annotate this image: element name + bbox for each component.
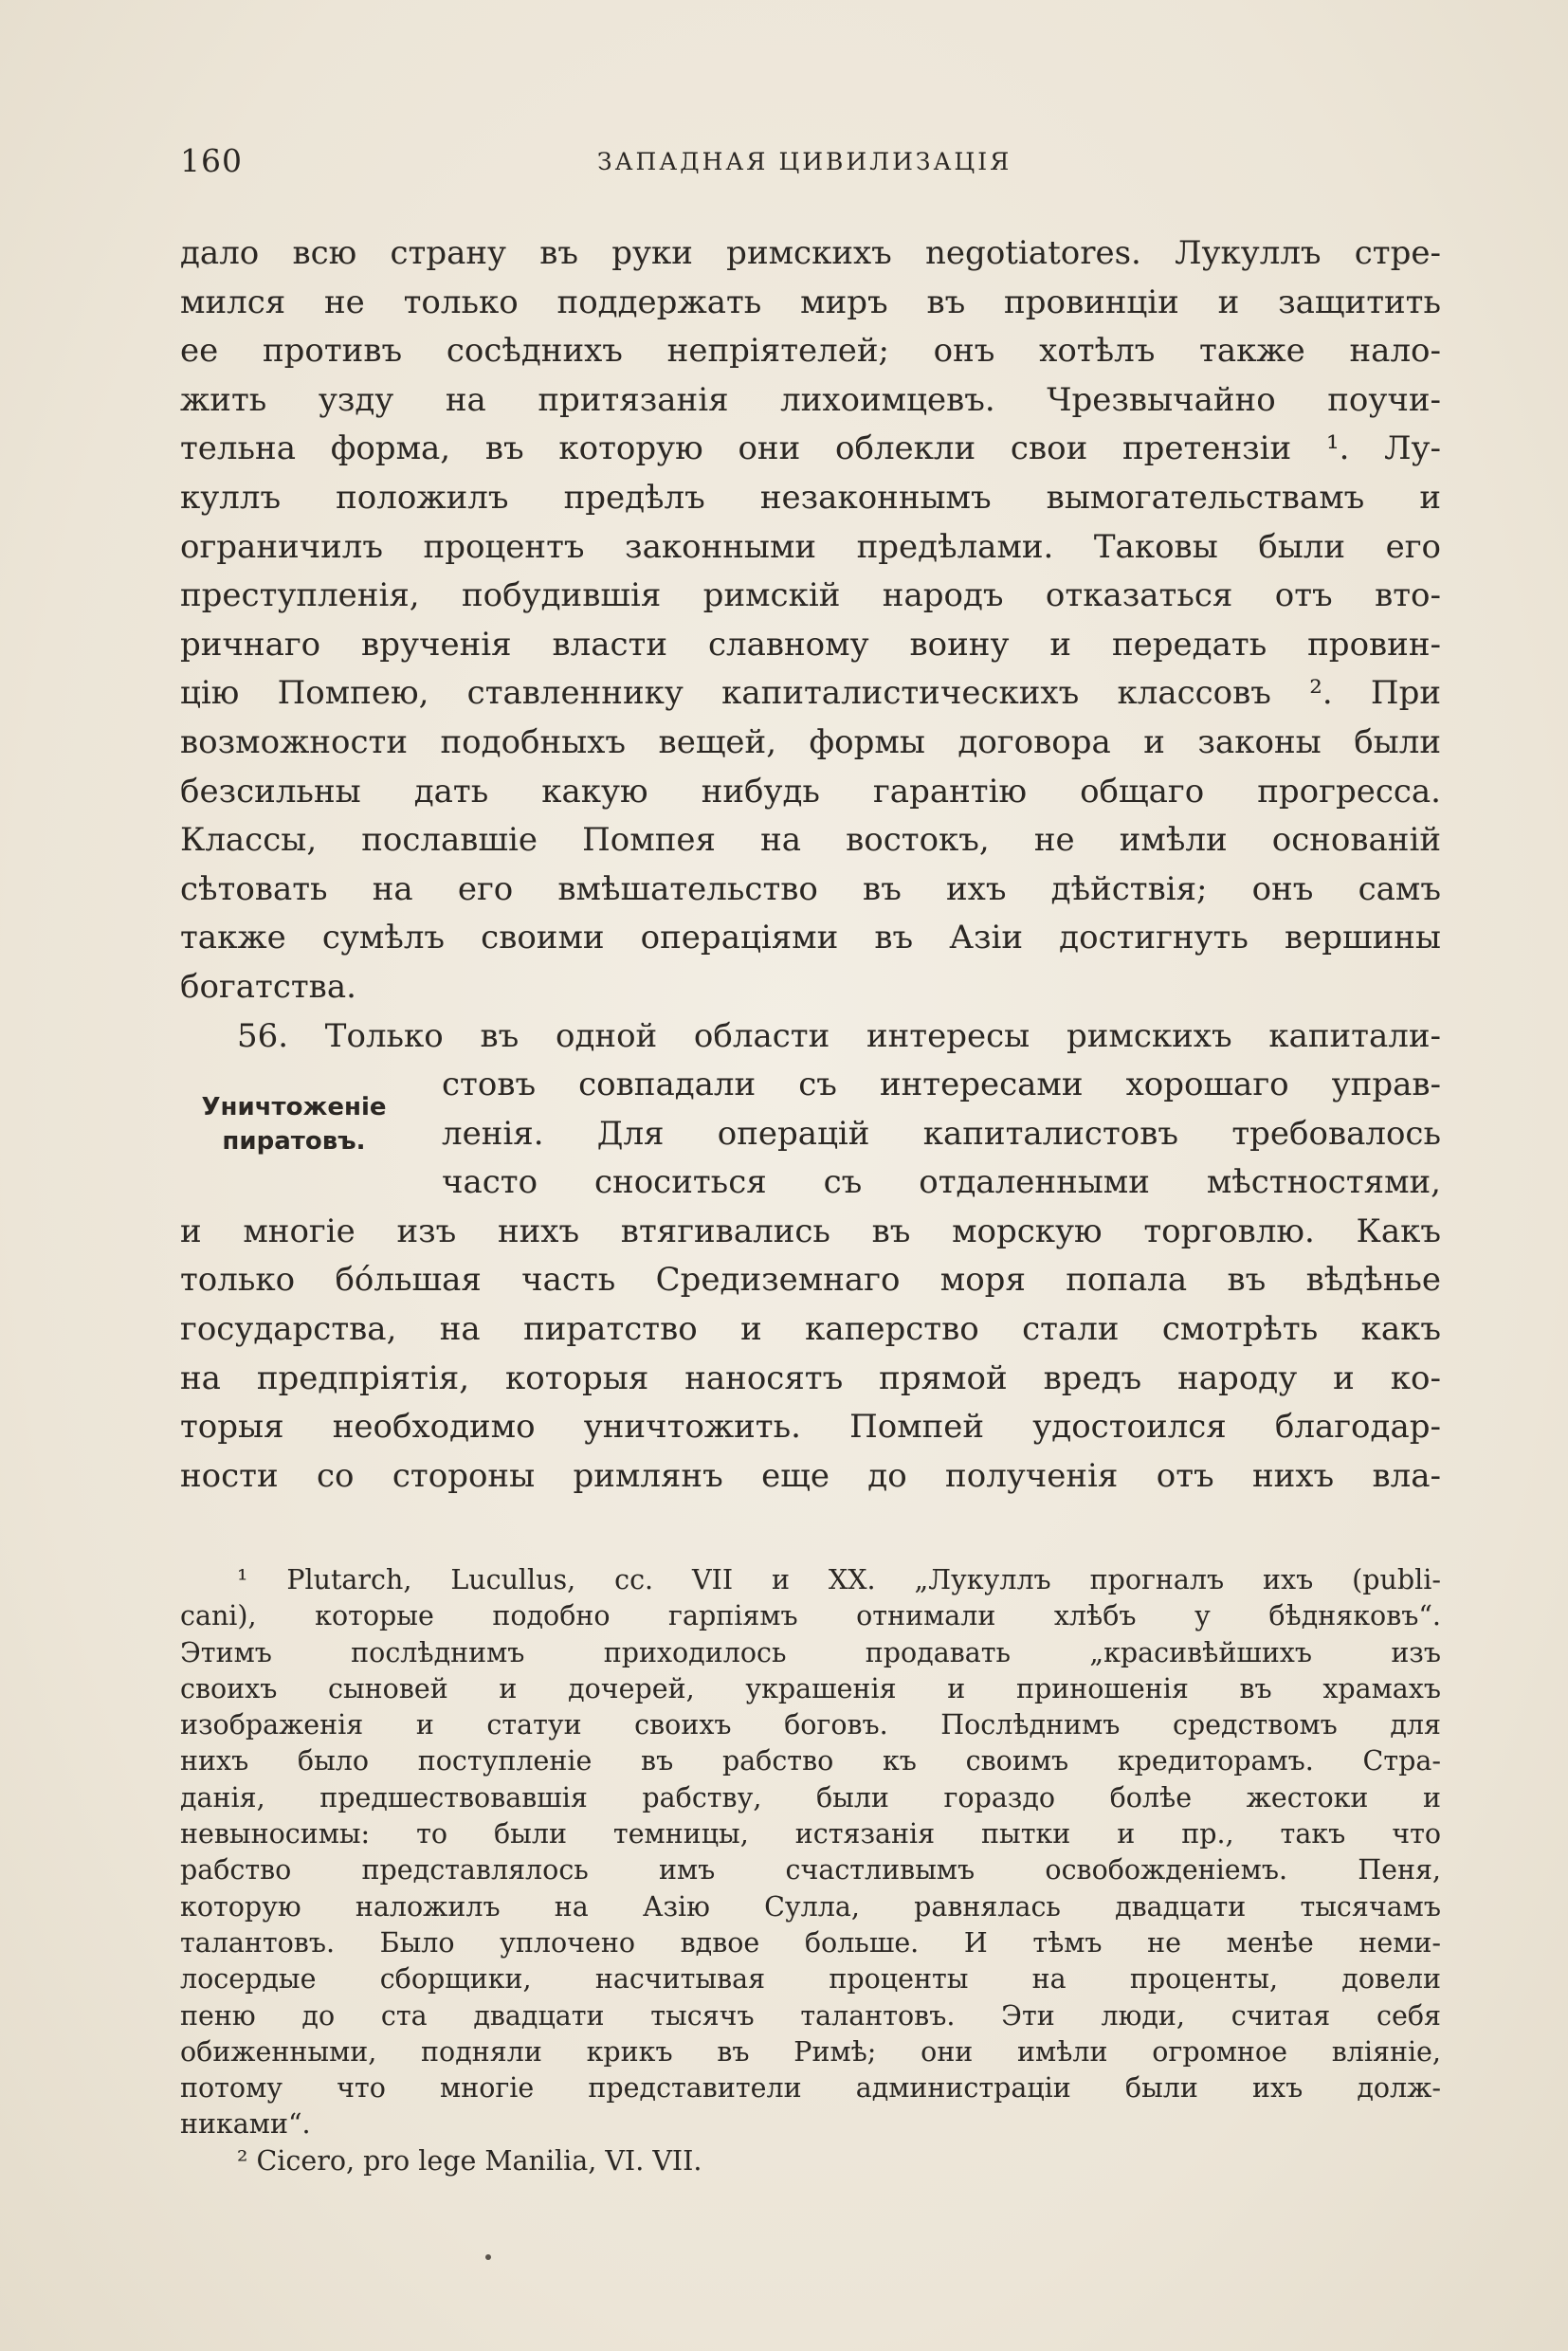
text-line: ограничилъ процентъ законными предѣлами. Таковы были его (180, 527, 1441, 566)
footnote-line: которую наложилъ на Азію Сулла, равнялась двадцати тысячамъ (180, 1890, 1441, 1923)
text-line: часто сноситься съ отдаленными мѣстностями, (442, 1163, 1441, 1202)
text-line: только бóльшая часть Средиземнаго моря попала въ вѣдѣнье (180, 1261, 1441, 1300)
footnote-line: cani), которые подобно гарпіямъ отнимали хлѣбъ у бѣдняковъ“. (180, 1600, 1441, 1632)
text-line: мился не только поддержать миръ въ провинціи и защитить (180, 282, 1441, 321)
text-line: ности со стороны римлянъ еще до полученія отъ нихъ вла- (180, 1456, 1441, 1495)
text-line: ленія. Для операцій капиталистовъ требовалось (442, 1114, 1441, 1153)
text-line: на предпріятія, которыя наносятъ прямой вредъ народу и ко- (180, 1358, 1441, 1397)
page-number: 160 (180, 142, 243, 179)
text-line: ричнаго врученія власти славному воину и передать провин- (180, 625, 1441, 664)
text-line: тельна форма, въ которую они облекли свои претензіи ¹. Лу- (180, 429, 1441, 468)
text-line: стовъ совпадали съ интересами хорошаго управ- (442, 1066, 1441, 1104)
page-header (180, 142, 1441, 180)
footnote-line: данія, предшествовавшія рабству, были гораздо болѣе жестоки и (180, 1781, 1441, 1813)
margin-note: Уничтоженіе пиратовъ. (201, 1093, 387, 1156)
text-line: дало всю страну въ руки римскихъ negotiatores. Лукуллъ стре- (180, 234, 1441, 272)
main-text (180, 229, 1441, 1501)
text-line: также сумѣлъ своими операціями въ Азіи достигнуть вершины (180, 919, 1441, 957)
text-line: торыя необходимо уничтожить. Помпей удостоился благодар- (180, 1408, 1441, 1447)
footnote-line: лосердые сборщики, насчитывая проценты на проценты, довели (180, 1963, 1441, 1996)
text-line: жить узду на притязанія лихоимцевъ. Чрезвычайно поучи- (180, 380, 1441, 419)
ink-speck (485, 2254, 491, 2260)
footnote-line: изображенія и статуи своихъ боговъ. Послѣднимъ средствомъ для (180, 1709, 1441, 1741)
text-line: сѣтовать на его вмѣшательство въ ихъ дѣйствія; онъ самъ (180, 869, 1441, 908)
footnote-line: обиженными, подняли крикъ въ Римѣ; они имѣли огромное вліяніе, (180, 2035, 1441, 2068)
footnote-line: невыносимы: то были темницы, истязанія пытки и пр., такъ что (180, 1818, 1441, 1850)
footnote-line: ¹ Plutarch, Lucullus, cc. VII и XX. „Лукуллъ прогналъ ихъ (publi- (237, 1564, 1441, 1595)
footnote-line: Этимъ послѣднимъ приходилось продавать „красивѣйшихъ изъ (180, 1636, 1441, 1668)
footnote-line: своихъ сыновей и дочерей, украшенія и приношенія въ храмахъ (180, 1672, 1441, 1704)
paragraph-start-line: 56. Только въ одной области интересы римскихъ капитали- (237, 1016, 1441, 1055)
text-line: цію Помпею, ставленнику капиталистическихъ классовъ ². При (180, 674, 1441, 713)
footnote-line: нихъ было поступленіе въ рабство къ своимъ кредиторамъ. Стра- (180, 1745, 1441, 1777)
text-line: безсильны дать какую нибудь гарантію общаго прогресса. (180, 772, 1441, 811)
text-line: возможности подобныхъ вещей, формы договора и законы были (180, 722, 1441, 761)
text-line: богатства. (180, 967, 356, 1006)
footnotes (180, 1562, 1441, 2179)
footnote-line: никами“. (180, 2108, 311, 2141)
text-line: преступленія, побудившія римскій народъ отказаться отъ вто- (180, 576, 1441, 615)
footnote-line: рабство представлялось имъ счастливымъ освобожденіемъ. Пеня, (180, 1854, 1441, 1886)
footnote-line: талантовъ. Было уплочено вдвое больше. И тѣмъ не менѣе неми- (180, 1926, 1441, 1959)
footnote-line: потому что многіе представители администраціи были ихъ долж- (180, 2072, 1441, 2105)
text-line: куллъ положилъ предѣлъ незаконнымъ вымогательствамъ и (180, 478, 1441, 517)
text-line: Классы, пославшіе Помпея на востокъ, не имѣли основаній (180, 821, 1441, 860)
running-title: ЗАПАДНАЯ ЦИВИЛИЗАЦІЯ (597, 148, 1012, 175)
footnote-line: ² Cicero, pro lege Manilia, VI. VII. (237, 2144, 702, 2177)
text-line: ее противъ сосѣднихъ непріятелей; онъ хотѣлъ также нало- (180, 332, 1441, 371)
footnote-line: пеню до ста двадцати тысячъ талантовъ. Эти люди, считая себя (180, 1999, 1441, 2032)
text-line: и многіе изъ нихъ втягивались въ морскую торговлю. Какъ (180, 1212, 1441, 1250)
text-line: государства, на пиратство и каперство стали смотрѣть какъ (180, 1310, 1441, 1349)
